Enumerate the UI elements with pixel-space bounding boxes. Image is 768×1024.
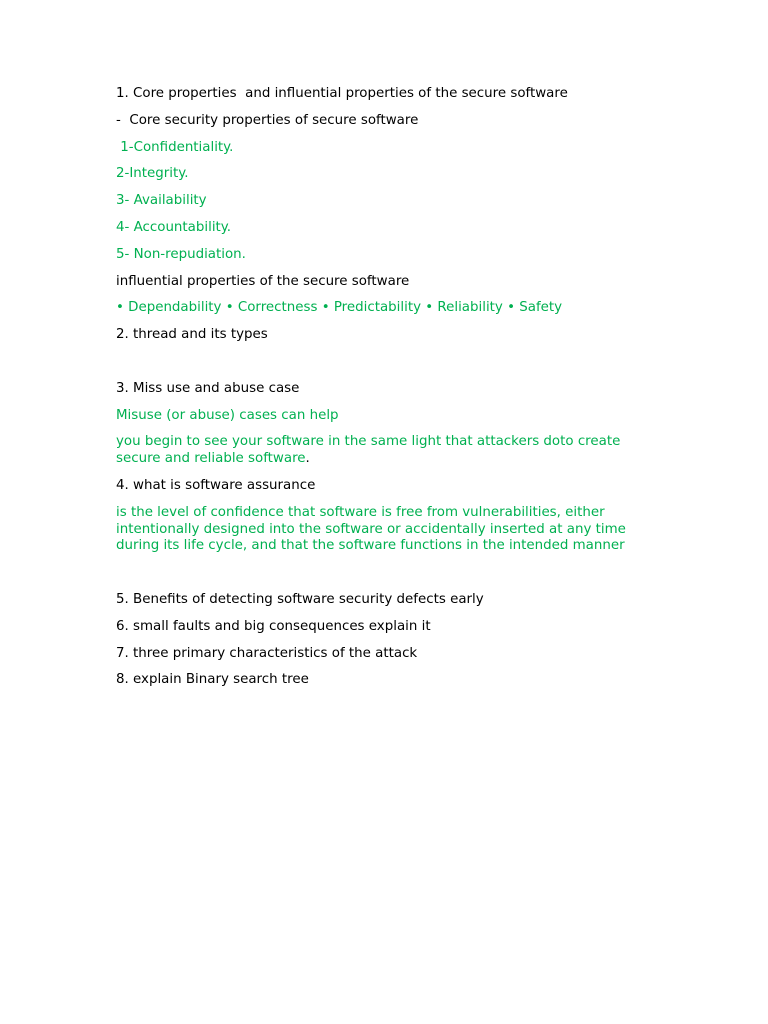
question-4-answer: is the level of confidence that software is free from vulnerabilities, either intentionally designed into the software or accidentally inserted at any time during its life cycle, and that the software functions in the intended manner <box>116 504 631 554</box>
influential-properties-heading: influential properties of the secure software <box>116 273 410 289</box>
question-7: 7. three primary characteristics of the attack <box>116 645 418 661</box>
core-property-availability: 3- Availability <box>116 193 207 209</box>
question-3-answer-intro: Misuse (or abuse) cases can help <box>116 407 339 423</box>
question-3-answer-text: you begin to see your software in the same light that attackers doto create secure and reliable software <box>116 434 625 467</box>
question-2: 2. thread and its types <box>116 327 268 343</box>
question-1: 1. Core properties and influential properties of the secure software <box>116 86 568 101</box>
question-3-answer <box>116 434 656 468</box>
core-property-non-repudiation: 5- Non-repudiation. <box>116 246 246 262</box>
core-property-confidentiality: 1-Confidentiality. <box>116 139 234 155</box>
question-8: 8. explain Binary search tree <box>116 672 309 688</box>
core-property-integrity: 2-Integrity. <box>116 166 189 182</box>
question-1-subheading: - Core security properties of secure software <box>116 112 419 128</box>
question-6: 6. small faults and big consequences explain it <box>116 618 431 634</box>
question-5: 5. Benefits of detecting software security defects early <box>116 591 484 607</box>
core-property-accountability: 4- Accountability. <box>116 219 232 235</box>
question-4: 4. what is software assurance <box>116 477 316 493</box>
question-3: 3. Miss use and abuse case <box>116 380 300 396</box>
question-3-answer-period: . <box>305 451 310 467</box>
document-body <box>116 86 656 699</box>
blank-line <box>116 565 656 582</box>
blank-line <box>116 354 656 371</box>
influential-properties-list: • Dependability • Correctness • Predictability • Reliability • Safety <box>116 300 563 316</box>
